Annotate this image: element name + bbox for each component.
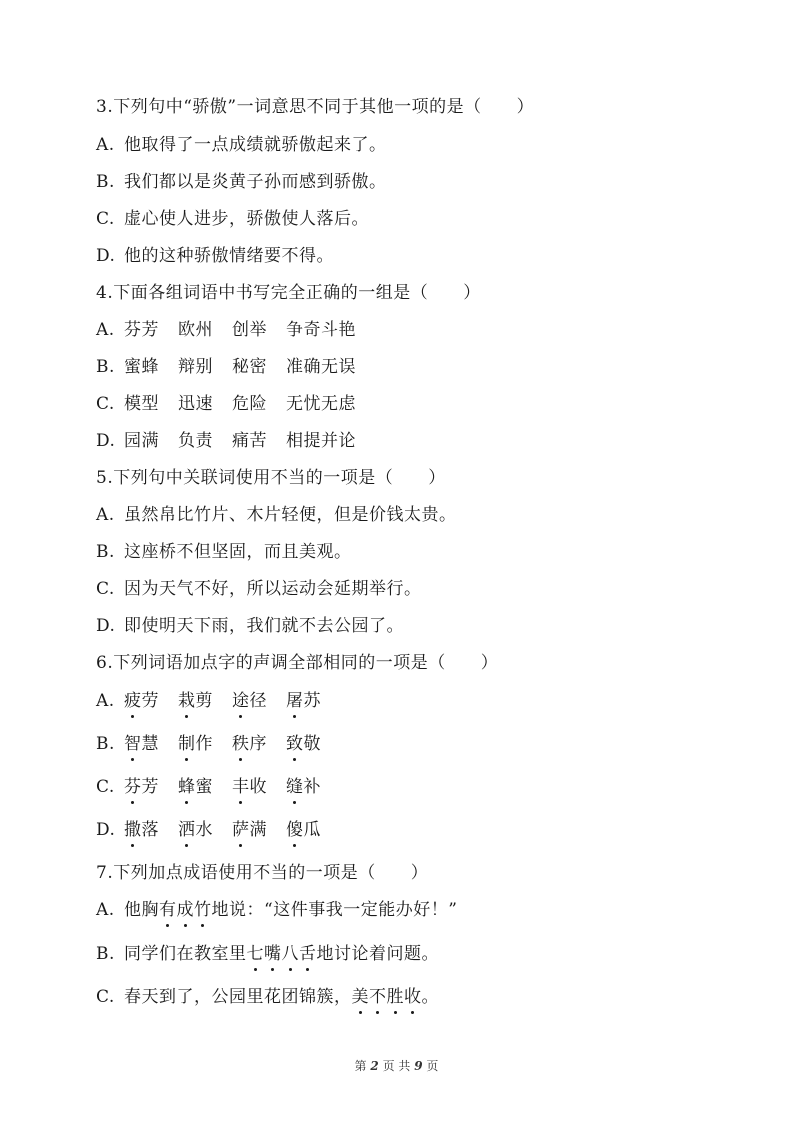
word: 芬芳 — [124, 777, 159, 797]
word: 创举 — [232, 320, 267, 340]
question-5-option-b: B. 这座桥不但坚固，而且美观。 — [96, 542, 352, 562]
word: 危险 — [232, 394, 267, 414]
question-3-option-b: B. 我们都以是炎黄子孙而感到骄傲。 — [96, 172, 387, 192]
word: 萨满 — [232, 820, 267, 840]
dotted-idiom: 美不胜收 — [351, 987, 422, 1007]
word: 痛苦 — [232, 431, 267, 451]
question-6-option-a: A. 疲劳 栽剪 途径 屠苏 — [96, 691, 321, 711]
word: 屠苏 — [286, 691, 321, 711]
dotted-idiom: 有成竹 — [159, 900, 212, 920]
question-4-option-a: A. 芬芳 欧州 创举 争奇斗艳 — [96, 320, 356, 340]
question-5-option-d: D. 即使明天下雨，我们就不去公园了。 — [96, 616, 404, 636]
word: 傻瓜 — [286, 820, 321, 840]
page-footer: 第 2 页 共 9 页 — [354, 1059, 439, 1073]
word: 负责 — [178, 431, 213, 451]
word: 洒水 — [178, 820, 213, 840]
question-4-option-b: B. 蜜蜂 辩别 秘密 准确无误 — [96, 357, 356, 377]
word: 秩序 — [232, 734, 267, 754]
word: 疲劳 — [124, 691, 159, 711]
question-6-option-b: B. 智慧 制作 秩序 致敬 — [96, 734, 321, 754]
question-5-stem: 5.下列句中关联词使用不当的一项是（ ） — [96, 468, 446, 488]
question-3-stem: 3.下列句中“骄傲”一词意思不同于其他一项的是（ ） — [96, 97, 535, 117]
word: 蜂蜜 — [178, 777, 213, 797]
question-5-option-a: A. 虽然帛比竹片、木片轻便，但是价钱太贵。 — [96, 505, 457, 525]
word: 相提并论 — [286, 431, 356, 451]
question-4-option-c: C. 模型 迅速 危险 无忧无虑 — [96, 394, 356, 414]
question-5-option-c: C. 因为天气不好，所以运动会延期举行。 — [96, 579, 422, 599]
word: 栽剪 — [178, 691, 213, 711]
question-7-stem: 7.下列加点成语使用不当的一项是（ ） — [96, 863, 429, 883]
word: 秘密 — [232, 357, 267, 377]
question-3-option-a: A. 他取得了一点成绩就骄傲起来了。 — [96, 135, 387, 155]
question-6-stem: 6.下列词语加点字的声调全部相同的一项是（ ） — [96, 653, 499, 673]
word: 准确无误 — [286, 357, 356, 377]
word: 缝补 — [286, 777, 321, 797]
question-7-option-a: A. 他胸有成竹地说：“这件事我一定能办好！” — [96, 900, 458, 920]
question-6-option-c: C. 芬芳 蜂蜜 丰收 缝补 — [96, 777, 321, 797]
word: 智慧 — [124, 734, 159, 754]
total-pages-number: 9 — [414, 1059, 423, 1073]
current-page-number: 2 — [370, 1059, 379, 1073]
question-7-option-b: B. 同学们在教室里七嘴八舌地讨论着问题。 — [96, 944, 439, 964]
question-3-option-c: C. 虚心使人进步，骄傲使人落后。 — [96, 209, 369, 229]
word: 争奇斗艳 — [286, 320, 356, 340]
word: 园满 — [124, 431, 159, 451]
question-7-option-c: C. 春天到了，公园里花团锦簇，美不胜收。 — [96, 987, 439, 1007]
word: 制作 — [178, 734, 213, 754]
word: 芬芳 — [124, 320, 159, 340]
dotted-idiom: 七嘴八舌 — [246, 944, 317, 964]
question-4-stem: 4.下面各组词语中书写完全正确的一组是（ ） — [96, 283, 481, 303]
word: 途径 — [232, 691, 267, 711]
question-4-option-d: D. 园满 负责 痛苦 相提并论 — [96, 431, 356, 451]
word: 丰收 — [232, 777, 267, 797]
word: 蜜蜂 — [124, 357, 159, 377]
word: 辩别 — [178, 357, 213, 377]
word: 欧州 — [178, 320, 213, 340]
word: 撒落 — [124, 820, 159, 840]
question-3-option-d: D. 他的这种骄傲情绪要不得。 — [96, 246, 334, 266]
word: 迅速 — [178, 394, 213, 414]
word: 模型 — [124, 394, 159, 414]
word: 无忧无虑 — [286, 394, 356, 414]
question-6-option-d: D. 撒落 洒水 萨满 傻瓜 — [96, 820, 321, 840]
word: 致敬 — [286, 734, 321, 754]
